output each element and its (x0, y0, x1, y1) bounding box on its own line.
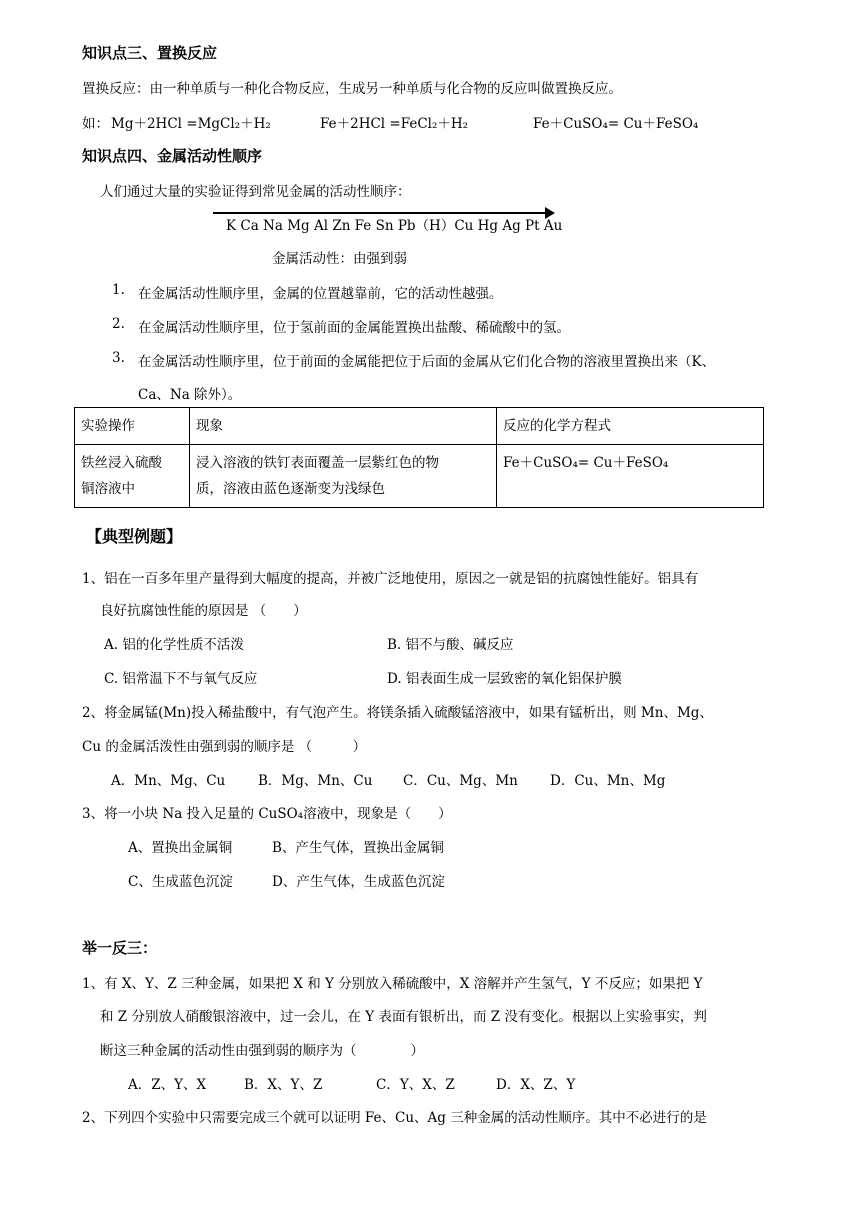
header-operation: 实验操作 (75, 408, 190, 445)
rule-3-text: 在金属活动性顺序里，位于前面的金属能把位于后面的金属从它们化合物的溶液里置换出来（K、 (138, 354, 716, 370)
q2-line2: Cu 的金属活泼性由强到弱的顺序是 （ ） (82, 739, 367, 755)
cell-phenomenon-line1: 浸入溶液的铁钉表面覆盖一层紫红色的物 (196, 455, 439, 471)
rule-3-number: 3. (112, 350, 125, 366)
q1-option-d: D. 铝表面生成一层致密的氧化铝保护膜 (387, 671, 622, 687)
rule-2-text: 在金属活动性顺序里，位于氢前面的金属能置换出盐酸、稀硫酸中的氢。 (138, 320, 570, 336)
q1-option-a: A. 铝的化学性质不活泼 (104, 637, 244, 653)
rule-2-number: 2. (112, 316, 125, 332)
equation-mg-hcl: Mg＋2HCl =MgCl₂＋H₂ (111, 116, 271, 132)
cell-phenomenon (190, 445, 497, 508)
q3-option-b: B、产生气体，置换出金属铜 (272, 840, 444, 856)
cell-phenomenon-line2: 质，溶液由蓝色逐渐变为浅绿色 (196, 481, 385, 497)
q2-option-a: A．Mn、Mg、Cu (111, 773, 226, 789)
q1-line2: 良好抗腐蚀性能的原因是 （ ） (100, 603, 307, 619)
activity-series: K Ca Na Mg Al Zn Fe Sn Pb（H）Cu Hg Ag Pt Au (226, 218, 563, 234)
header-equation: 反应的化学方程式 (497, 408, 764, 445)
rule-1-number: 1. (112, 282, 125, 298)
rule-3-continuation: Ca、Na 除外）。 (138, 387, 242, 403)
q1-option-b: B. 铝不与酸、碱反应 (387, 637, 514, 653)
equation-fe-cuso4: Fe＋CuSO₄= Cu＋FeSO₄ (533, 116, 699, 132)
q3-option-d: D、产生气体，生成蓝色沉淀 (272, 874, 445, 890)
cell-operation (75, 445, 190, 508)
p2-line1: 2、下列四个实验中只需要完成三个就可以证明 Fe、Cu、Ag 三种金属的活动性顺序。其中不必进行的是 (82, 1110, 707, 1126)
p1-line2: 和 Z 分别放人硝酸银溶液中，过一会儿，在 Y 表面有银析出，而 Z 没有变化。根据以上实验事实，判 (100, 1009, 707, 1025)
header-phenomenon: 现象 (190, 408, 497, 445)
practice-title: 举一反三： (82, 939, 158, 957)
q2-option-c: C．Cu、Mg、Mn (403, 773, 518, 789)
cell-equation: Fe＋CuSO₄= Cu＋FeSO₄ (497, 445, 764, 508)
section4-intro: 人们通过大量的实验证得到常见金属的活动性顺序： (100, 184, 411, 200)
q1-option-c: C. 铝常温下不与氧气反应 (104, 671, 258, 687)
q2-option-d: D．Cu、Mn、Mg (550, 773, 666, 789)
equation-prefix: 如： (82, 116, 109, 132)
q1-line1: 1、铝在一百多年里产量得到大幅度的提高，并被广泛地使用，原因之一就是铝的抗腐蚀性能好。铝具有 (82, 571, 699, 587)
section3-definition: 置换反应：由一种单质与一种化合物反应，生成另一种单质与化合物的反应叫做置换反应。 (82, 81, 622, 97)
q3-line1: 3、将一小块 Na 投入足量的 CuSO₄溶液中，现象是（ ） (82, 806, 452, 822)
section3-title: 知识点三、置换反应 (82, 44, 218, 62)
p1-line3: 断这三种金属的活动性由强到弱的顺序为（ ） (100, 1043, 424, 1059)
activity-caption: 金属活动性：由强到弱 (272, 251, 407, 267)
q2-line1: 2、将金属锰(Mn)投入稀盐酸中，有气泡产生。将镁条插入硫酸锰溶液中，如果有锰析出，则 Mn、Mg、 (82, 705, 713, 721)
table-header-row (75, 408, 764, 445)
examples-title: 【典型例题】 (86, 527, 183, 546)
q3-option-c: C、生成蓝色沉淀 (128, 874, 233, 890)
q2-option-b: B．Mg、Mn、Cu (258, 773, 373, 789)
p1-line1: 1、有 X、Y、Z 三种金属，如果把 X 和 Y 分别放入稀硫酸中，X 溶解并产生氢气，Y 不反应；如果把 Y (82, 976, 703, 992)
equation-fe-hcl: Fe＋2HCl =FeCl₂＋H₂ (320, 116, 469, 132)
p1-option-b: B．X、Y、Z (244, 1077, 323, 1093)
q3-option-a: A、置换出金属铜 (128, 840, 233, 856)
section4-title: 知识点四、金属活动性顺序 (82, 147, 263, 165)
experiment-table (74, 407, 764, 508)
p1-option-a: A．Z、Y、X (128, 1077, 207, 1093)
p1-option-d: D．X、Z、Y (496, 1077, 576, 1093)
cell-operation-line1: 铁丝浸入硫酸 (81, 455, 162, 471)
table-row (75, 445, 764, 508)
p1-option-c: C．Y、X、Z (376, 1077, 455, 1093)
rule-1-text: 在金属活动性顺序里，金属的位置越靠前，它的活动性越强。 (138, 286, 503, 302)
cell-operation-line2: 铜溶液中 (81, 481, 135, 497)
